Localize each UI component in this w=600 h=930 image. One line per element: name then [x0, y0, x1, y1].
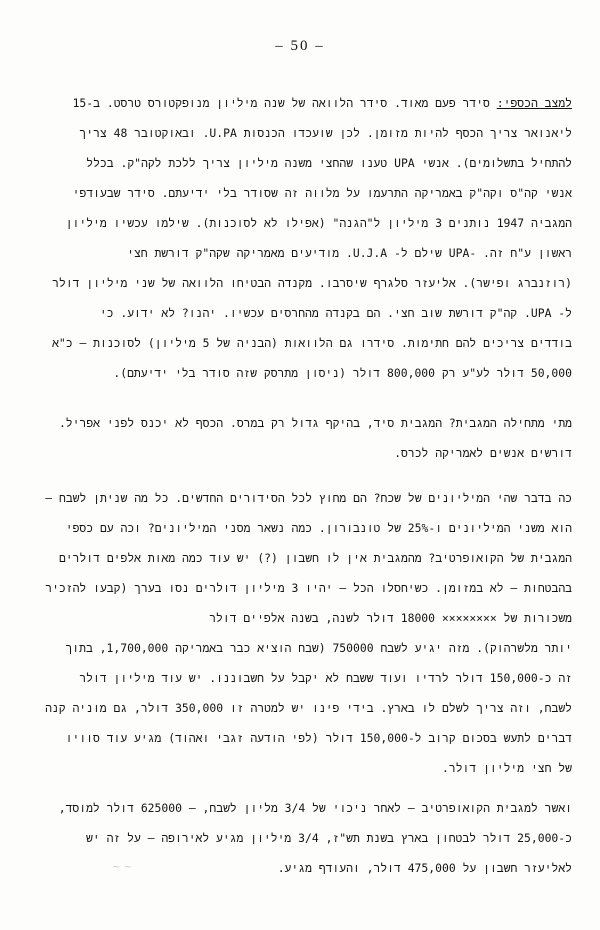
text-line: המגביה 1947 נותנים 3 מיליון ל"הגנה" (אפילו לא לסוכנות). שילמו עכשיו מיליון [65, 216, 572, 230]
text-line: ראשון ע"ח זה. -UPA שילם ל- U.J.A. מודיעים מאמריקה שקה"ק דורשת חצי [127, 246, 572, 260]
text-line: מתי מתחילה המגבית? המגבית סיד, בהיקף גדול רק במרס. הכסף לא יכנס לפני אפריל. [58, 416, 572, 430]
text-line: להתחיל בתשלומים). אנשי UPA טענו שהחצי משנה מיליון צריך ללכת לקה"ק. בכלל [86, 156, 572, 170]
text-line: דורשים אנשים לאמריקה לכרס. [394, 446, 572, 460]
paragraph-millions [30, 483, 572, 783]
faint-handwritten-mark: ~ ~ [112, 862, 132, 873]
paragraph-campaign-start [30, 408, 572, 468]
text-line: זה כ-150,000 דולר לרדיו ועוד ששבח לא יקבל על חשבוננו. יש עוד מיליון דולר [79, 671, 572, 685]
paragraph-label: למצב הכספי: [496, 96, 572, 110]
text-line: הוא משני המיליונים ו-25% של טונבורון. כמה נשאר מסני המיליונים? וכה עם כספי [65, 521, 572, 535]
text-line: לשבח, וזה צריך לשלם לו בארץ. בידי פינו יש למטרה זו 350,000 דולר, גם מוניה קנה [45, 701, 572, 715]
text-line [30, 88, 572, 118]
text-line: של חצי מיליון דולר. [442, 761, 572, 775]
text-line: אנשי קה"ס וקה"ק באמריקה התרעמו על מלווה זה שסודר בלי ידיעתם. סידר שבעודפי [72, 186, 572, 200]
text-line: ל- UPA. קה"ק דורשת שוב חצי. הם בקנדה מהחרסים עכשיו. יהנו? לא ידוע. כי [99, 306, 572, 320]
page-number: – 50 – [275, 38, 325, 54]
text-line: המגבית של הקואופרטיב? מהמגבית אין לו חשבון (?) יש עוד כמה מאות אלפים דולרים [58, 551, 572, 565]
text-line: ואשר למגבית הקואופרטיב – לאחר ניכוי של 3/4 מליון לשבח, – 625000 דולר למוסד, [58, 801, 572, 815]
text-line: משכורות של ×××××××× 18000 דולר לשנה, בשנה אלפיים דולר [209, 611, 572, 625]
paragraph-financial-status [30, 88, 572, 388]
text-line: יותר מלשרהוק). מזה יגיע לשבח 750000 (שבח הוציא כבר באמריקה 1,700,000, בתוך [65, 641, 572, 655]
text-line: בודדים צריכים להם חתימות. סידרו גם הלוואות (הבניה של 5 מיליון) לסוכנות – כ"א [52, 336, 572, 350]
text-line: (רוזנברג ופישר). אליעזר סלגרף שיסרבו. מקנדה הבטיחו הלוואה של שני מיליון דולר [52, 276, 572, 290]
text-line: דברים לתעש בסכום קרוב ל-150,000 דולר (לפי הודעה זגבי ואהוד) מגיע עוד סוויו [65, 731, 572, 745]
text-line: ליאנואר צריך הכסף להיות מזומן. לכן שועכדו הכנסות U.PA. ובאוקטובר 48 צריך [79, 126, 572, 140]
line-text: סידר פעם מאוד. סידר הלוואה של שנה מיליון מנופקטורס טרסט. ב-15 [72, 96, 490, 110]
text-line: 50,000 דולר לע"ע רק 800,000 דולר (ניסון מתרסק שזה סודר בלי ידיעתם). [113, 366, 572, 380]
text-line: כה בדבר שהי המיליונים של שכח? הם מחוץ לכל הסידורים החדשים. כל מה שניתן לשבח – [45, 491, 572, 505]
text-line: כ-25,000 דולר לבטחון בארץ בשנת תש"ז, 3/4 מיליון מגיע לאירופה – על זה יש [86, 831, 572, 845]
text-line: בהבטחות – לא במזומן. כשיחסלו הכל – יהיו 3 מיליון דולרים נסו בערך (קבעו להזכיר [45, 581, 572, 595]
text-line: לאליעזר חשבון על 475,000 דולר, והעודף מגיע. [277, 861, 572, 875]
